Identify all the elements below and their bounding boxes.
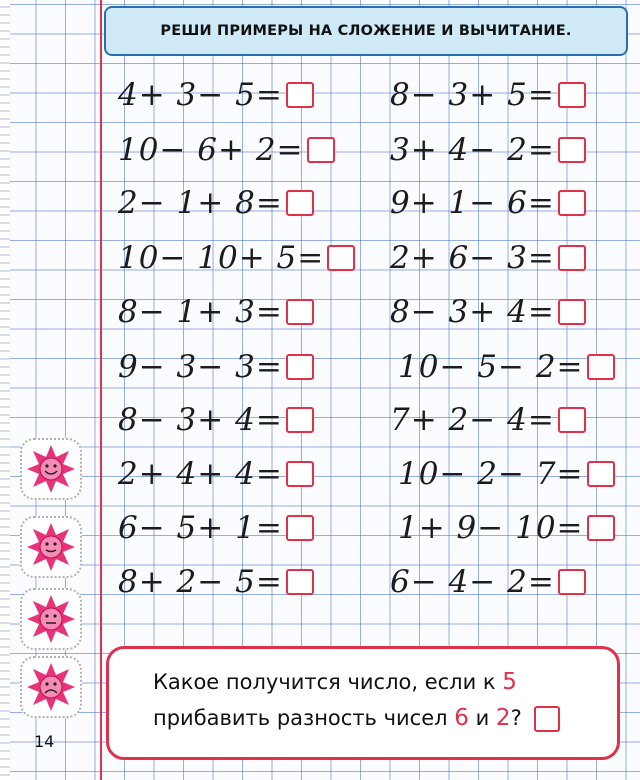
answer-box[interactable] xyxy=(558,137,586,163)
answer-box[interactable] xyxy=(558,190,586,216)
answer-box[interactable] xyxy=(286,190,314,216)
equation-text: 9− 3− 3= xyxy=(118,349,283,385)
answer-box[interactable] xyxy=(558,245,586,271)
answer-box[interactable] xyxy=(286,569,314,595)
page-number: 14 xyxy=(34,732,55,751)
equation-right-5 xyxy=(390,292,586,332)
answer-box[interactable] xyxy=(307,137,335,163)
question-text: и xyxy=(475,706,490,730)
answer-box[interactable] xyxy=(327,245,355,271)
margin-line xyxy=(100,0,102,780)
equation-text: 6− 4− 2= xyxy=(390,564,555,600)
task-header xyxy=(104,6,628,56)
equation-right-8 xyxy=(398,454,615,494)
answer-box[interactable] xyxy=(558,407,586,433)
equation-right-6 xyxy=(398,347,615,387)
equation-right-7 xyxy=(390,400,586,440)
answer-box[interactable] xyxy=(286,407,314,433)
equation-text: 8− 3+ 5= xyxy=(390,77,555,113)
equation-text: 8− 1+ 3= xyxy=(118,294,283,330)
equation-text: 8+ 2− 5= xyxy=(118,564,283,600)
equation-text: 8− 3+ 4= xyxy=(390,294,555,330)
equation-right-10 xyxy=(390,562,586,602)
answer-box[interactable] xyxy=(534,706,560,732)
binder-edge xyxy=(0,0,10,780)
equation-text: 10− 2− 7= xyxy=(398,456,584,492)
equation-text: 7+ 2− 4= xyxy=(390,402,555,438)
equation-text: 2− 1+ 8= xyxy=(118,185,283,221)
equation-text: 2+ 6− 3= xyxy=(390,240,555,276)
equation-left-8 xyxy=(118,454,314,494)
equation-text: 3+ 4− 2= xyxy=(390,132,555,168)
equation-left-4 xyxy=(118,238,355,278)
task-title: РЕШИ ПРИМЕРЫ НА СЛОЖЕНИЕ И ВЫЧИТАНИЕ. xyxy=(160,23,572,39)
equation-text: 6− 5+ 1= xyxy=(118,510,283,546)
question-number: 6 xyxy=(454,705,469,731)
equation-right-2 xyxy=(390,130,586,170)
equation-text: 2+ 4+ 4= xyxy=(118,456,283,492)
answer-box[interactable] xyxy=(286,461,314,487)
answer-box[interactable] xyxy=(558,299,586,325)
neutral-face-icon[interactable] xyxy=(20,588,82,650)
equation-text: 9+ 1− 6= xyxy=(390,185,555,221)
answer-box[interactable] xyxy=(587,515,615,541)
answer-box[interactable] xyxy=(558,82,586,108)
equation-right-3 xyxy=(390,183,586,223)
equation-left-2 xyxy=(118,130,335,170)
equation-left-3 xyxy=(118,183,314,223)
equation-left-5 xyxy=(118,292,314,332)
equation-left-1 xyxy=(118,75,314,115)
equation-text: 1+ 9− 10= xyxy=(398,510,584,546)
question-text: Какое получится число, если к xyxy=(153,670,496,694)
answer-box[interactable] xyxy=(286,354,314,380)
question-number: 5 xyxy=(502,669,517,695)
question-number: 2 xyxy=(495,705,511,731)
equation-right-1 xyxy=(390,75,586,115)
sad-face-icon[interactable] xyxy=(20,656,82,718)
equation-text: 10− 5− 2= xyxy=(398,349,584,385)
answer-box[interactable] xyxy=(286,299,314,325)
question-mark: ? xyxy=(510,706,522,730)
equation-left-7 xyxy=(118,400,314,440)
answer-box[interactable] xyxy=(587,461,615,487)
equation-left-6 xyxy=(118,347,314,387)
word-problem-box xyxy=(106,646,620,760)
equation-text: 10− 6+ 2= xyxy=(118,132,304,168)
equation-right-4 xyxy=(390,238,586,278)
equation-text: 8− 3+ 4= xyxy=(118,402,283,438)
equation-left-9 xyxy=(118,508,314,548)
answer-box[interactable] xyxy=(286,515,314,541)
equation-text: 4+ 3− 5= xyxy=(118,77,283,113)
question-line-1 xyxy=(153,669,517,695)
question-text: прибавить разность чисел xyxy=(153,706,448,730)
answer-box[interactable] xyxy=(587,354,615,380)
happy-face-icon[interactable] xyxy=(20,516,82,578)
equation-left-10 xyxy=(118,562,314,602)
answer-box[interactable] xyxy=(558,569,586,595)
smiling-face-icon[interactable] xyxy=(20,438,82,500)
equation-text: 10− 10+ 5= xyxy=(118,240,325,276)
answer-box[interactable] xyxy=(286,82,314,108)
equation-right-9 xyxy=(398,508,615,548)
question-line-2 xyxy=(153,705,560,732)
